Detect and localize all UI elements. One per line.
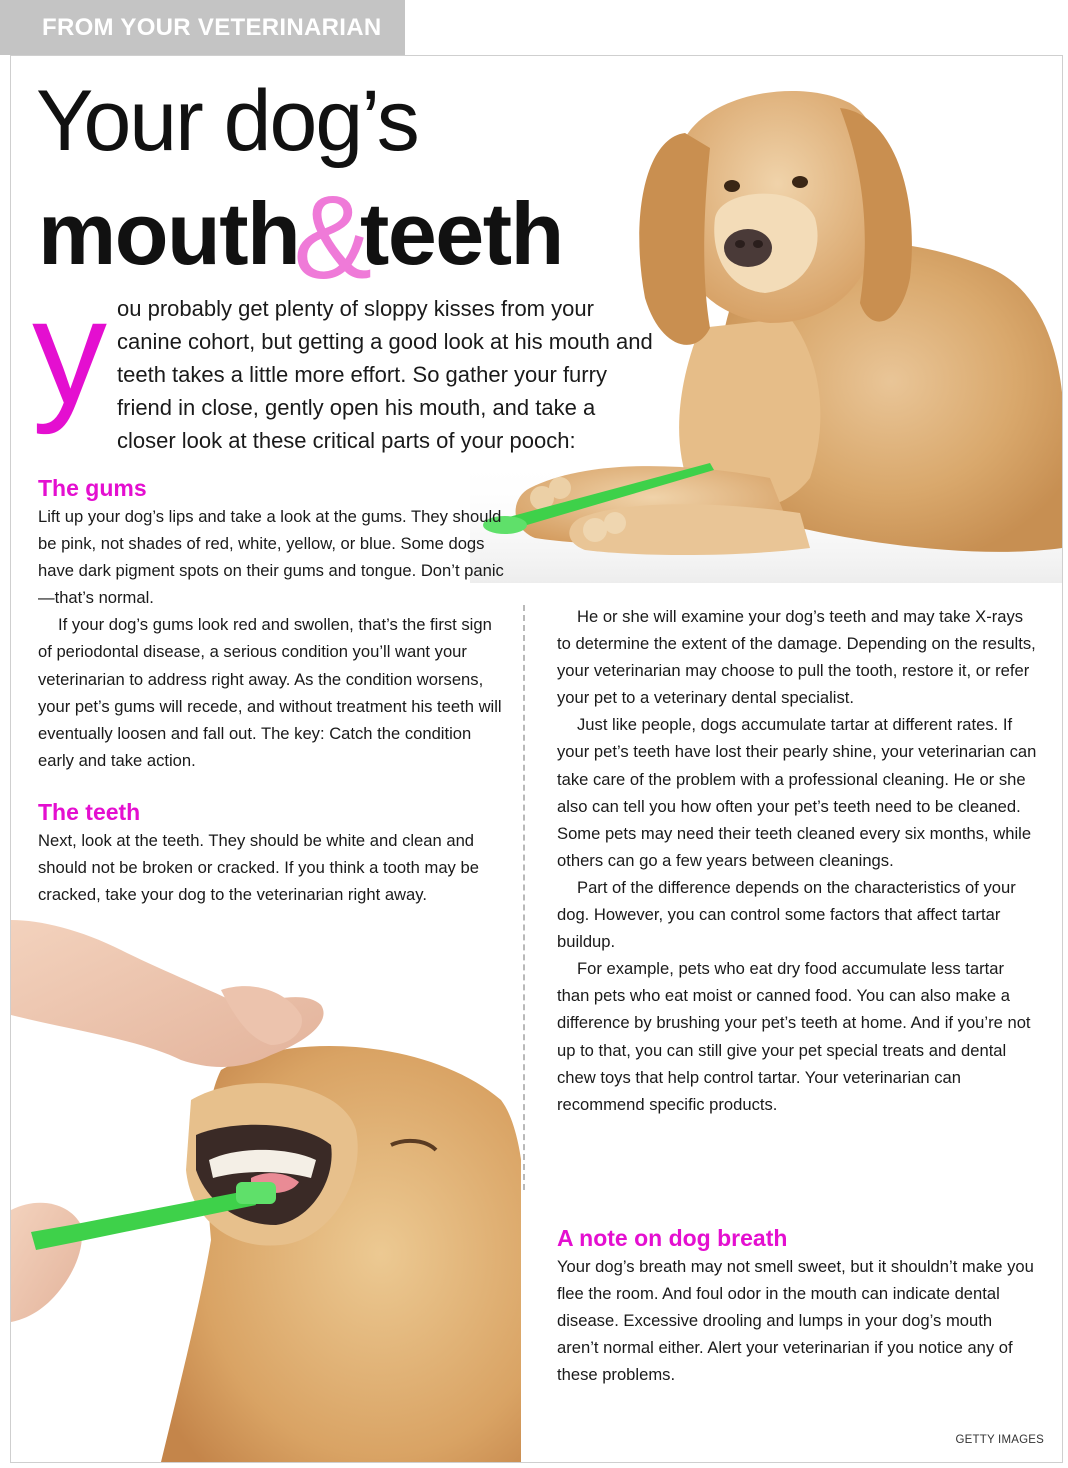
intro-paragraph: ou probably get plenty of sloppy kisses from your canine cohort, but getting a good look at his mouth and teeth takes a little more effort. So gather your furry friend in close, gently open his mouth, and take a closer look at these critical parts of your pooch: (117, 296, 653, 453)
right-column-body (557, 603, 1037, 1118)
title-line-2 (38, 165, 563, 304)
gums-paragraph-1: Lift up your dog’s lips and take a look at the gums. They should be pink, not shades of red, white, yellow, or blue. Some dogs have dark pigment spots on their gums and tongue. Don’t panic—that’s normal. (38, 507, 504, 608)
gums-heading: The gums (38, 475, 147, 501)
breath-body (557, 1253, 1037, 1388)
right-paragraph-4: For example, pets who eat dry food accumulate less tartar than pets who eat moist or canned food. You can also make a difference by brushing your pet’s teeth at home. And if you’re not up to that, you can still give your pet special treats and dental chew toys that help control tartar. Your veterinarian can recommend specific products. (557, 959, 1031, 1114)
section-label: FROM YOUR VETERINARIAN (0, 0, 405, 55)
column-divider (523, 605, 525, 1190)
title-ampersand: & (293, 172, 367, 304)
tooth-brushing-photo (11, 920, 521, 1462)
right-paragraph-2: Just like people, dogs accumulate tartar at different rates. If your pet’s teeth have lost their pearly shine, your veterinarian can take care of the problem with a professional cleaning. He or she also can tell you how often your pet’s teeth need to be cleaned. Some pets may need their teeth cleaned every six months, while others can go a few years between cleanings. (557, 715, 1037, 870)
breath-paragraph-1: Your dog’s breath may not smell sweet, but it shouldn’t make you flee the room. And foul odor in the mouth can indicate dental disease. Excessive drooling and lumps in your dog’s mouth aren’t normal either. Alert your veterinarian if you notice any of these problems. (557, 1257, 1034, 1385)
gums-paragraph-2: If your dog’s gums look red and swollen, that’s the first sign of periodontal disease, a serious condition you’ll want your veterinarian to address right away. As the condition worsens, your pet’s gums will recede, and without treatment his teeth will eventually loosen and fall out. The key: Catch the condition early and take action. (38, 615, 502, 770)
gums-body (38, 503, 508, 774)
intro-dropcap: y (32, 267, 107, 435)
teeth-heading: The teeth (38, 799, 141, 825)
teeth-body (38, 827, 508, 908)
title-word-teeth: teeth (360, 184, 563, 283)
teeth-paragraph-1: Next, look at the teeth. They should be white and clean and should not be broken or cracked. If you think a tooth may be cracked, take your dog to the veterinarian right away. (38, 831, 479, 905)
photo-credit: GETTY IMAGES (955, 1434, 1044, 1446)
title-word-mouth: mouth (38, 184, 300, 283)
breath-heading: A note on dog breath (557, 1225, 788, 1251)
right-paragraph-1: He or she will examine your dog’s teeth and may take X-rays to determine the extent of the damage. Depending on the results, your veterinarian may choose to pull the tooth, restore it, or refer your pet to a veterinary dental specialist. (557, 607, 1036, 708)
title-line-1: Your dog’s (36, 73, 418, 169)
right-paragraph-3: Part of the difference depends on the characteristics of your dog. However, you can control some factors that affect tartar buildup. (557, 877, 1016, 952)
